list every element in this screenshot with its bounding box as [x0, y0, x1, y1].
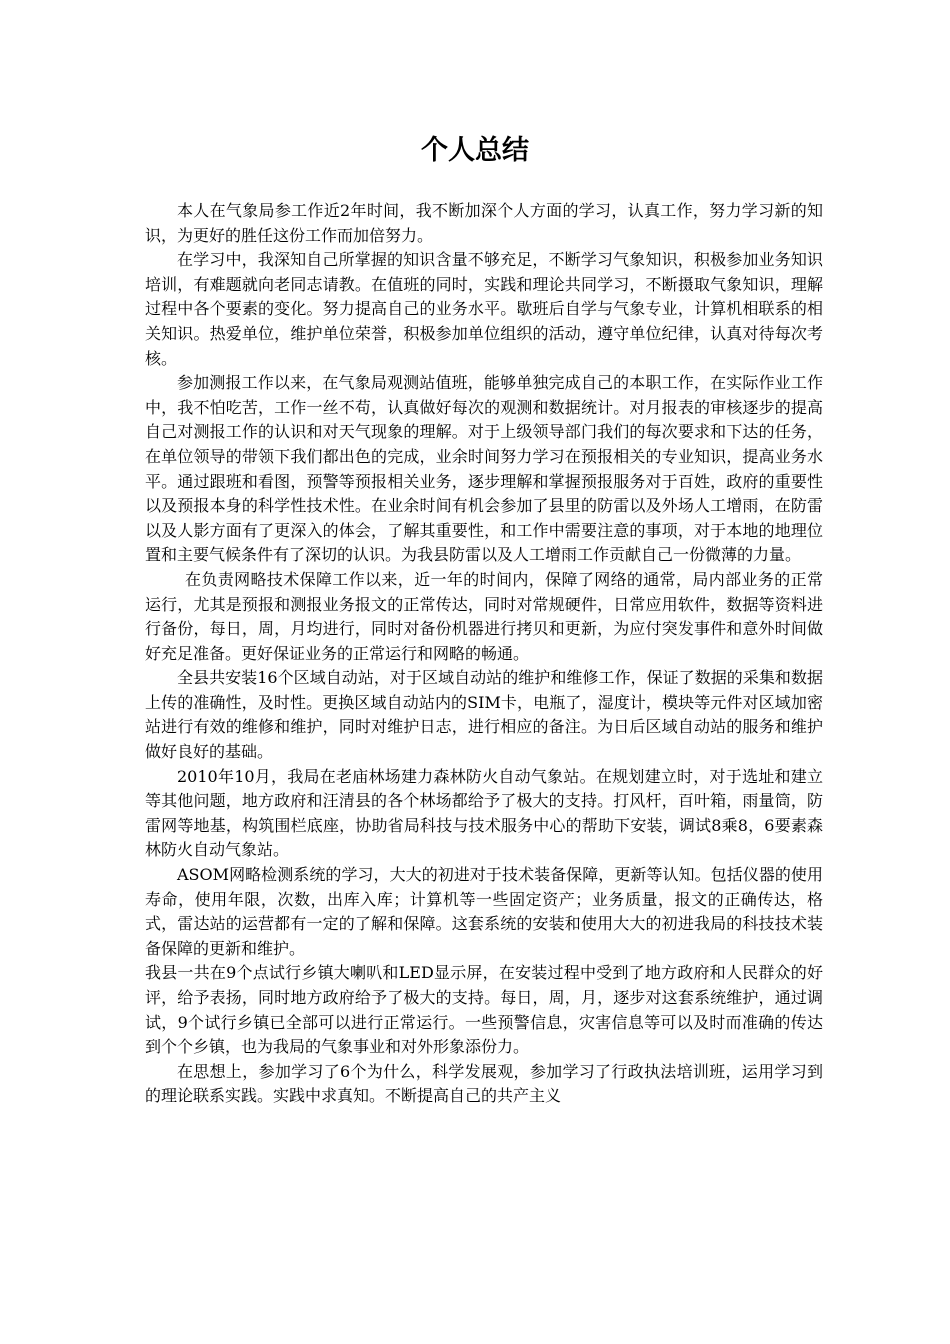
paragraph-ideology: 在思想上，参加学习了6个为什么，科学发展观，参加学习了行政执法培训班，运用学习到的理论联系实践。实践中求真知。不断提高自己的共产主义 [145, 1061, 823, 1106]
paragraph-forest-fire-station: 2010年10月，我局在老庙林场建力森林防火自动气象站。在规划建立时，对于选址和建立等其他问题，地方政府和汪清县的各个林场都给予了极大的支持。打风杆，百叶箱，雨量筒，防雷网等地基，构筑围栏底座，协助省局科技与技术服务中心的帮助下安装，调试8乘8，6要素森林防火自动气象站。 [145, 766, 823, 860]
paragraph-intro: 本人在气象局参工作近2年时间，我不断加深个人方面的学习，认真工作，努力学习新的知识，为更好的胜任这份工作而加倍努力。 [145, 201, 823, 245]
paragraph-observation-work: 参加测报工作以来，在气象局观测站值班，能够单独完成自己的本职工作，在实际作业工作中，我不怕吃苦，工作一丝不苟，认真做好每次的观测和数据统计。对月报表的审核逐步的提高自己对测报工作的认识和对天气现象的理解。对于上级领导部门我们的每次要求和下达的任务，在单位领导的带领下我们都出色的完成，业余时间努力学习在预报相关的专业知识，提高业务水平。通过跟班和看图，预警等预报相关业务，逐步理解和掌握预报服务对于百姓，政府的重要性以及预报本身的科学性技术性。在业余时间有机会参加了县里的防雷以及外场人工增雨，在防雷以及人影方面有了更深入的体会，了解其重要性，和工作中需要注意的事项，对于本地的地理位置和主要气候条件有了深切的认识。为我县防雷以及人工增雨工作贡献自己一份微薄的力量。 [145, 373, 823, 565]
paragraph-study: 在学习中，我深知自己所掌握的知识含量不够充足，不断学习气象知识，积极参加业务知识培训，有难题就向老同志请教。在值班的同时，实践和理论共同学习，不断摄取气象知识，理解过程中各个要素的变化。努力提高自己的业务水平。歇班后自学与气象专业，计算机相联系的相关知识。热爱单位，维护单位荣誉，积极参加单位组织的活动，遵守单位纪律，认真对待每次考核。 [145, 250, 823, 368]
document-body [145, 199, 823, 1109]
document-title: 个人总结 [421, 135, 529, 166]
paragraph-led-display: 我县一共在9个点试行乡镇大喇叭和LED显示屏，在安装过程中受到了地方政府和人民群众的好评，给予表扬，同时地方政府给予了极大的支持。每日，周，月，逐步对这套系统维护，通过调试，9个试行乡镇已全部可以进行正常运行。一些预警信息，灾害信息等可以及时而准确的传达到个个乡镇，也为我局的气象事业和对外形象添份力。 [145, 963, 823, 1057]
paragraph-regional-stations: 全县共安装16个区域自动站，对于区域自动站的维护和维修工作，保证了数据的采集和数据上传的准确性，及时性。更换区域自动站内的SIM卡，电瓶了，湿度计，模块等元件对区域加密站进行有效的维修和维护，同时对维护日志，进行相应的备注。为日后区域自动站的服务和维护做好良好的基础。 [145, 668, 823, 762]
paragraph-asom-system: ASOM网略检测系统的学习，大大的初进对于技术装备保障，更新等认知。包括仪器的使用寿命，使用年限，次数，出库入库；计算机等一些固定资产；业务质量，报文的正确传达，格式，雷达站的运营都有一定的了解和保障。这套系统的安装和使用大大的初进我局的科技技术装备保障的更新和维护。 [145, 865, 823, 958]
paragraph-network-support: 在负责网略技术保障工作以来，近一年的时间内，保障了网络的通常，局内部业务的正常运行，尤其是预报和测报业务报文的正常传达，同时对常规硬件，日常应用软件，数据等资料进行备份，每日，周，月均进行，同时对备份机器进行拷贝和更新，为应付突发事件和意外时间做好充足准备。更好保证业务的正常运行和网略的畅通。 [145, 569, 823, 663]
